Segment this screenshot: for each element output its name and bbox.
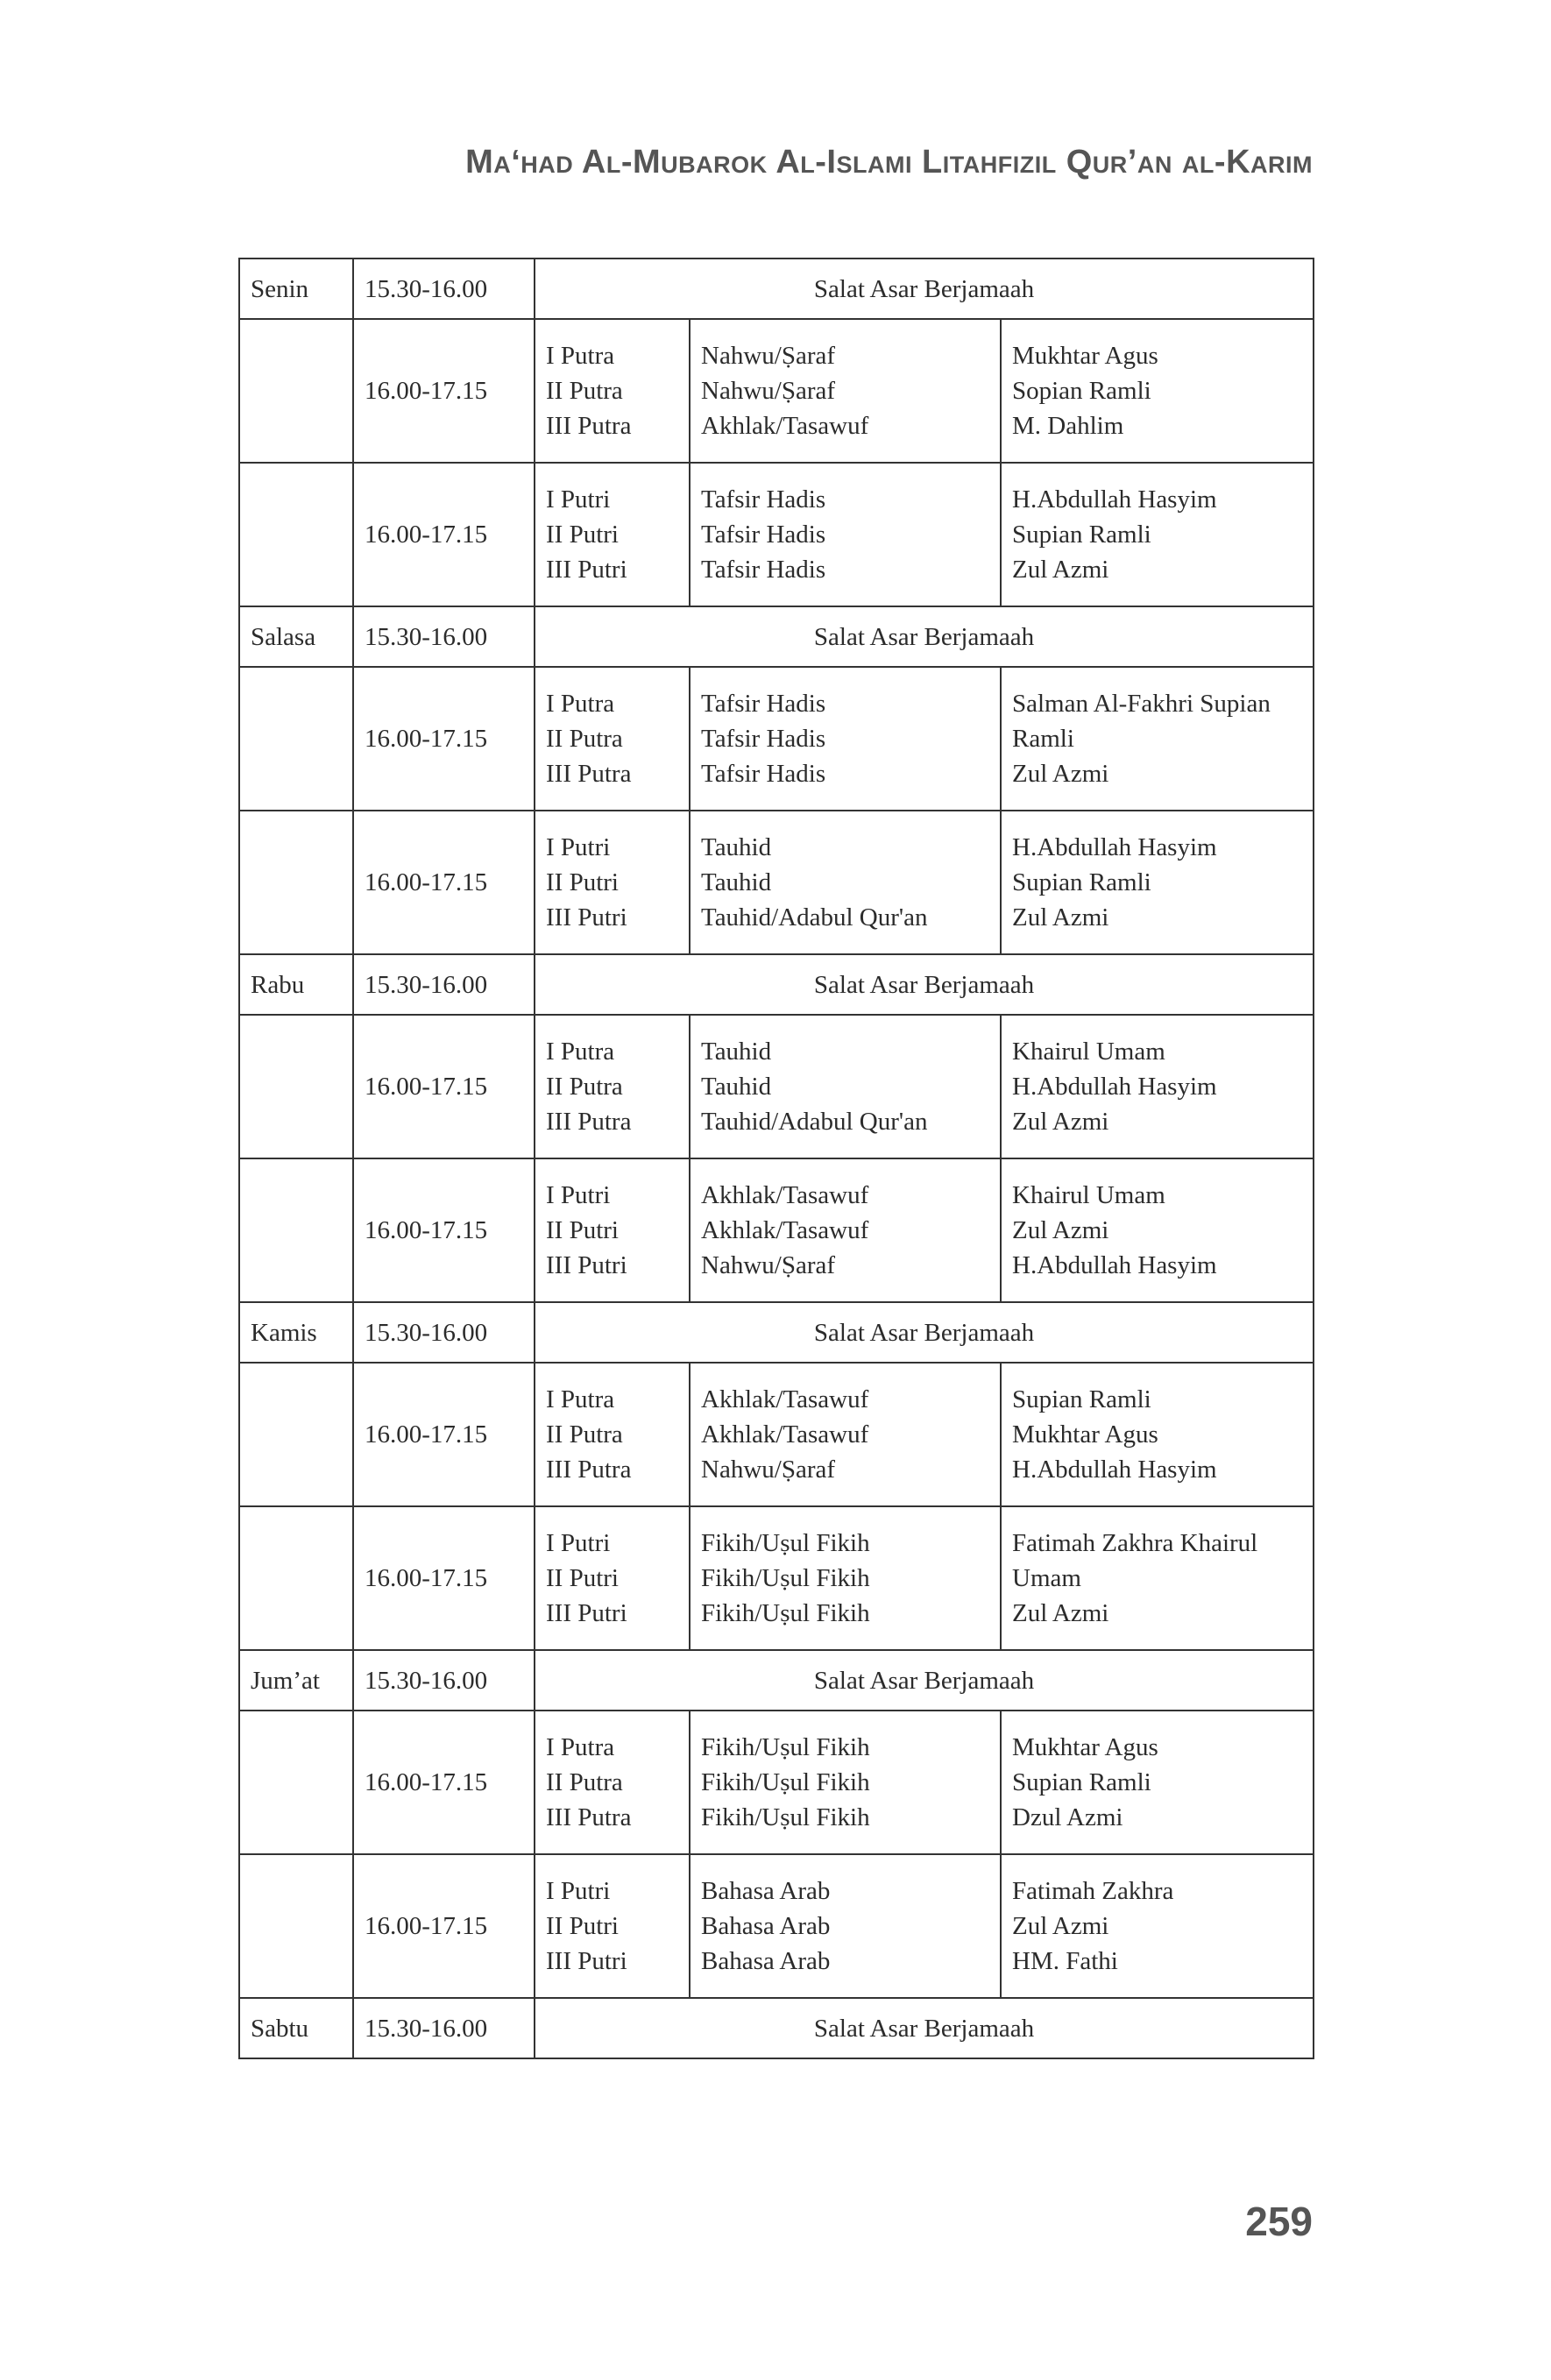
lesson-row — [239, 1711, 1314, 1854]
teacher-name: Sopian Ramli — [1012, 377, 1151, 405]
teacher-cell — [1001, 811, 1314, 954]
lesson-row — [239, 463, 1314, 606]
class-name: III Putri — [546, 1947, 627, 1975]
day-name: Sabtu — [251, 2014, 309, 2043]
teacher-cell — [1001, 1363, 1314, 1506]
day-cell — [239, 606, 353, 667]
teacher-cell — [1001, 1015, 1314, 1158]
class-name: III Putri — [546, 556, 627, 584]
subject-cell — [690, 463, 1001, 606]
lesson-time: 16.00-17.15 — [365, 1420, 488, 1449]
class-name: I Putra — [546, 690, 615, 718]
subject-name: Akhlak/Tasawuf — [701, 412, 869, 440]
empty-day-cell — [239, 1711, 353, 1854]
subject-name: Akhlak/Tasawuf — [701, 1181, 869, 1209]
class-cell — [535, 1363, 690, 1506]
subject-cell — [690, 319, 1001, 463]
teacher-name: Dzul Azmi — [1012, 1803, 1123, 1831]
teacher-name: Zul Azmi — [1012, 760, 1109, 788]
class-name: I Putri — [546, 1877, 611, 1905]
subject-name: Tauhid — [701, 1038, 772, 1066]
subject-name: Bahasa Arab — [701, 1877, 831, 1905]
subject-name: Tafsir Hadis — [701, 521, 826, 549]
subject-cell — [690, 1506, 1001, 1650]
class-name: I Putri — [546, 485, 611, 514]
prayer-time-cell — [353, 1302, 535, 1363]
subject-cell — [690, 1158, 1001, 1302]
class-cell — [535, 319, 690, 463]
subject-name: Fikih/Uṣul Fikih — [701, 1599, 870, 1627]
lesson-time-cell — [353, 1158, 535, 1302]
prayer-label: Salat Asar Berjamaah — [813, 970, 1035, 999]
teacher-name: Zul Azmi — [1012, 1216, 1109, 1244]
prayer-time-cell — [353, 259, 535, 319]
lesson-row — [239, 1854, 1314, 1998]
subject-name: Akhlak/Tasawuf — [701, 1216, 869, 1244]
class-name: II Putri — [546, 1216, 619, 1244]
teacher-name: Zul Azmi — [1012, 1108, 1109, 1136]
subject-name: Akhlak/Tasawuf — [701, 1420, 869, 1449]
subject-cell — [690, 667, 1001, 811]
empty-day-cell — [239, 319, 353, 463]
class-name: II Putri — [546, 1564, 619, 1592]
subject-name: Tauhid — [701, 833, 772, 861]
prayer-row — [239, 606, 1314, 667]
class-name: II Putra — [546, 1420, 623, 1449]
subject-name: Bahasa Arab — [701, 1912, 831, 1940]
day-name: Salasa — [251, 622, 316, 651]
schedule-table — [238, 258, 1314, 2059]
schedule-body — [239, 259, 1314, 2058]
prayer-row — [239, 1302, 1314, 1363]
day-name: Kamis — [251, 1318, 317, 1347]
subject-cell — [690, 811, 1001, 954]
subject-cell — [690, 1854, 1001, 1998]
class-name: II Putra — [546, 377, 623, 405]
subject-cell — [690, 1015, 1001, 1158]
lesson-time-cell — [353, 1363, 535, 1506]
class-name: II Putri — [546, 521, 619, 549]
lesson-time: 16.00-17.15 — [365, 1912, 488, 1940]
prayer-label: Salat Asar Berjamaah — [813, 274, 1035, 303]
empty-day-cell — [239, 811, 353, 954]
subject-cell — [690, 1711, 1001, 1854]
subject-name: Fikih/Uṣul Fikih — [701, 1768, 870, 1796]
teacher-name: Mukhtar Agus — [1012, 342, 1158, 370]
subject-name: Nahwu/Ṣaraf — [701, 1456, 836, 1484]
empty-day-cell — [239, 463, 353, 606]
teacher-cell — [1001, 463, 1314, 606]
prayer-label-cell — [535, 259, 1314, 319]
lesson-row — [239, 1015, 1314, 1158]
day-name: Rabu — [251, 970, 305, 999]
prayer-label-cell — [535, 606, 1314, 667]
teacher-name: Zul Azmi — [1012, 1599, 1109, 1627]
teacher-name: Fatimah Zakhra — [1012, 1877, 1174, 1905]
class-name: III Putra — [546, 760, 632, 788]
subject-name: Tafsir Hadis — [701, 690, 826, 718]
subject-name: Tauhid — [701, 1073, 772, 1101]
teacher-name: Supian Ramli — [1012, 868, 1151, 896]
empty-day-cell — [239, 667, 353, 811]
lesson-time-cell — [353, 1015, 535, 1158]
prayer-time: 15.30-16.00 — [365, 1318, 488, 1347]
class-name: I Putri — [546, 1181, 611, 1209]
lesson-row — [239, 1506, 1314, 1650]
prayer-time: 15.30-16.00 — [365, 1666, 488, 1695]
running-header: Ma‘had Al-Mubarok Al-Islami Litahfizil Qur’an al-Karim — [465, 144, 1313, 181]
subject-name: Nahwu/Ṣaraf — [701, 377, 836, 405]
teacher-cell — [1001, 319, 1314, 463]
prayer-row — [239, 1650, 1314, 1711]
prayer-label: Salat Asar Berjamaah — [813, 2014, 1035, 2043]
teacher-name: H.Abdullah Hasyim — [1012, 1456, 1217, 1484]
teacher-cell — [1001, 667, 1314, 811]
lesson-time-cell — [353, 1854, 535, 1998]
teacher-name: Mukhtar Agus — [1012, 1733, 1158, 1761]
prayer-label: Salat Asar Berjamaah — [813, 1666, 1035, 1695]
empty-day-cell — [239, 1506, 353, 1650]
lesson-row — [239, 319, 1314, 463]
day-cell — [239, 954, 353, 1015]
teacher-name: Khairul Umam — [1012, 1181, 1165, 1209]
class-name: I Putri — [546, 1529, 611, 1557]
class-name: III Putra — [546, 1803, 632, 1831]
teacher-name: H.Abdullah Hasyim — [1012, 1073, 1217, 1101]
prayer-time-cell — [353, 1998, 535, 2058]
lesson-time-cell — [353, 463, 535, 606]
class-name: III Putra — [546, 1108, 632, 1136]
subject-name: Tafsir Hadis — [701, 725, 826, 753]
class-name: II Putri — [546, 1912, 619, 1940]
class-cell — [535, 463, 690, 606]
day-cell — [239, 1998, 353, 2058]
subject-name: Nahwu/Ṣaraf — [701, 1251, 836, 1279]
class-name: I Putri — [546, 833, 611, 861]
prayer-time-cell — [353, 954, 535, 1015]
subject-name: Bahasa Arab — [701, 1947, 831, 1975]
class-name: I Putra — [546, 342, 615, 370]
lesson-time-cell — [353, 319, 535, 463]
lesson-time: 16.00-17.15 — [365, 1216, 488, 1244]
subject-cell — [690, 1363, 1001, 1506]
class-cell — [535, 811, 690, 954]
teacher-name: Fatimah Zakhra Khairul Umam — [1012, 1529, 1258, 1592]
day-name: Senin — [251, 274, 309, 303]
page-number: 259 — [1245, 2199, 1313, 2244]
prayer-time: 15.30-16.00 — [365, 274, 488, 303]
subject-name: Tauhid/Adabul Qur'an — [701, 1108, 928, 1136]
class-cell — [535, 1506, 690, 1650]
teacher-cell — [1001, 1158, 1314, 1302]
class-name: II Putra — [546, 1073, 623, 1101]
lesson-time-cell — [353, 811, 535, 954]
lesson-time-cell — [353, 1506, 535, 1650]
subject-name: Fikih/Uṣul Fikih — [701, 1529, 870, 1557]
subject-name: Fikih/Uṣul Fikih — [701, 1564, 870, 1592]
class-name: I Putra — [546, 1038, 615, 1066]
teacher-name: HM. Fathi — [1012, 1947, 1118, 1975]
prayer-time-cell — [353, 606, 535, 667]
subject-name: Fikih/Uṣul Fikih — [701, 1733, 870, 1761]
class-name: I Putra — [546, 1733, 615, 1761]
subject-name: Tauhid — [701, 868, 772, 896]
class-name: I Putra — [546, 1385, 615, 1413]
class-name: III Putri — [546, 1251, 627, 1279]
empty-day-cell — [239, 1015, 353, 1158]
lesson-row — [239, 667, 1314, 811]
subject-name: Akhlak/Tasawuf — [701, 1385, 869, 1413]
class-name: III Putri — [546, 903, 627, 931]
teacher-name: Zul Azmi — [1012, 556, 1109, 584]
teacher-name: H.Abdullah Hasyim — [1012, 1251, 1217, 1279]
class-cell — [535, 1711, 690, 1854]
prayer-row — [239, 954, 1314, 1015]
lesson-row — [239, 1158, 1314, 1302]
lesson-row — [239, 811, 1314, 954]
empty-day-cell — [239, 1158, 353, 1302]
teacher-name: Supian Ramli — [1012, 521, 1151, 549]
lesson-time-cell — [353, 667, 535, 811]
prayer-label-cell — [535, 1302, 1314, 1363]
class-name: III Putra — [546, 1456, 632, 1484]
empty-day-cell — [239, 1363, 353, 1506]
class-cell — [535, 1015, 690, 1158]
teacher-cell — [1001, 1711, 1314, 1854]
teacher-name: Supian Ramli — [1012, 1768, 1151, 1796]
subject-name: Tauhid/Adabul Qur'an — [701, 903, 928, 931]
class-name: II Putri — [546, 868, 619, 896]
lesson-time: 16.00-17.15 — [365, 1564, 488, 1592]
teacher-name: Khairul Umam — [1012, 1038, 1165, 1066]
lesson-row — [239, 1363, 1314, 1506]
class-name: II Putra — [546, 725, 623, 753]
class-cell — [535, 667, 690, 811]
teacher-name: H.Abdullah Hasyim — [1012, 485, 1217, 514]
subject-name: Fikih/Uṣul Fikih — [701, 1803, 870, 1831]
prayer-time: 15.30-16.00 — [365, 622, 488, 651]
prayer-row — [239, 1998, 1314, 2058]
teacher-name: Mukhtar Agus — [1012, 1420, 1158, 1449]
prayer-time-cell — [353, 1650, 535, 1711]
lesson-time: 16.00-17.15 — [365, 521, 488, 549]
prayer-label: Salat Asar Berjamaah — [813, 622, 1035, 651]
subject-name: Tafsir Hadis — [701, 485, 826, 514]
prayer-time: 15.30-16.00 — [365, 970, 488, 999]
lesson-time: 16.00-17.15 — [365, 1073, 488, 1101]
subject-name: Nahwu/Ṣaraf — [701, 342, 836, 370]
teacher-name: M. Dahlim — [1012, 412, 1124, 440]
prayer-row — [239, 259, 1314, 319]
teacher-cell — [1001, 1506, 1314, 1650]
prayer-time: 15.30-16.00 — [365, 2014, 488, 2043]
prayer-label-cell — [535, 1650, 1314, 1711]
lesson-time: 16.00-17.15 — [365, 868, 488, 896]
prayer-label-cell — [535, 1998, 1314, 2058]
prayer-label: Salat Asar Berjamaah — [813, 1318, 1035, 1347]
class-cell — [535, 1158, 690, 1302]
class-name: III Putri — [546, 1599, 627, 1627]
subject-name: Tafsir Hadis — [701, 760, 826, 788]
day-cell — [239, 1650, 353, 1711]
lesson-time: 16.00-17.15 — [365, 377, 488, 405]
teacher-name: Salman Al-Fakhri Supian Ramli — [1012, 690, 1271, 753]
subject-name: Tafsir Hadis — [701, 556, 826, 584]
day-cell — [239, 259, 353, 319]
teacher-name: Zul Azmi — [1012, 1912, 1109, 1940]
teacher-name: Supian Ramli — [1012, 1385, 1151, 1413]
class-name: III Putra — [546, 412, 632, 440]
day-cell — [239, 1302, 353, 1363]
lesson-time: 16.00-17.15 — [365, 1768, 488, 1796]
prayer-label-cell — [535, 954, 1314, 1015]
teacher-name: H.Abdullah Hasyim — [1012, 833, 1217, 861]
teacher-name: Zul Azmi — [1012, 903, 1109, 931]
day-name: Jum’at — [251, 1666, 320, 1695]
lesson-time: 16.00-17.15 — [365, 725, 488, 753]
class-name: II Putra — [546, 1768, 623, 1796]
empty-day-cell — [239, 1854, 353, 1998]
teacher-cell — [1001, 1854, 1314, 1998]
class-cell — [535, 1854, 690, 1998]
lesson-time-cell — [353, 1711, 535, 1854]
